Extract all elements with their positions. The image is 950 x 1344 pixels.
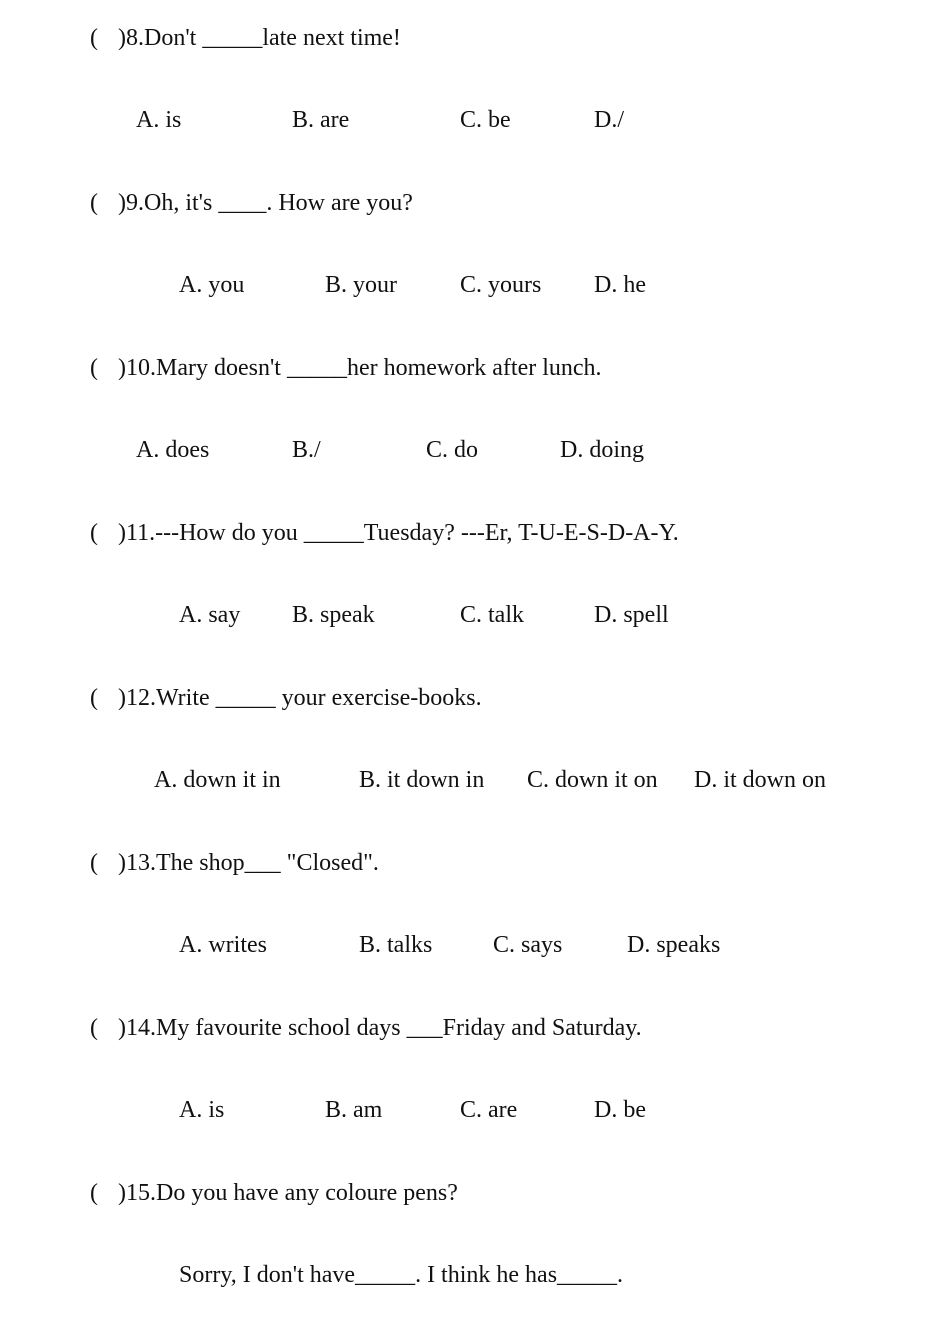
- question-13-stem: )13.The shop___ "Closed".: [118, 850, 379, 876]
- answer-paren: (: [90, 520, 98, 546]
- option-a: A. is: [136, 107, 182, 133]
- answer-paren: (: [90, 1180, 98, 1206]
- option-d: D. he: [594, 272, 646, 298]
- option-d: D. be: [594, 1097, 646, 1123]
- question-9-stem: )9.Oh, it's ____. How are you?: [118, 190, 413, 216]
- option-b: B./: [292, 437, 321, 463]
- option-b: B. am: [325, 1097, 383, 1123]
- question-10-stem: )10.Mary doesn't _____her homework after lunch.: [118, 355, 602, 381]
- option-b: B. your: [325, 272, 397, 298]
- option-b: B. speak: [292, 602, 375, 628]
- question-8-stem: )8.Don't _____late next time!: [118, 25, 401, 51]
- option-d: D. it down on: [694, 767, 826, 793]
- option-c: C. yours: [460, 272, 542, 298]
- option-d: D./: [594, 107, 624, 133]
- option-c: C. are: [460, 1097, 518, 1123]
- answer-paren: (: [90, 25, 98, 51]
- question-14-stem: )14.My favourite school days ___Friday and Saturday.: [118, 1015, 642, 1041]
- option-b: B. are: [292, 107, 350, 133]
- question-15-stem: )15.Do you have any coloure pens?: [118, 1180, 458, 1206]
- option-a: A. does: [136, 437, 210, 463]
- option-c: C. be: [460, 107, 511, 133]
- answer-paren: (: [90, 850, 98, 876]
- answer-paren: (: [90, 355, 98, 381]
- answer-paren: (: [90, 190, 98, 216]
- question-11-stem: )11.---How do you _____Tuesday? ---Er, T-U-E-S-D-A-Y.: [118, 520, 679, 546]
- option-d: D. doing: [560, 437, 644, 463]
- option-d: D. spell: [594, 602, 669, 628]
- option-c: C. says: [493, 932, 563, 958]
- answer-paren: (: [90, 685, 98, 711]
- option-a: A. is: [179, 1097, 225, 1123]
- option-a: A. writes: [179, 932, 267, 958]
- option-c: C. down it on: [527, 767, 658, 793]
- option-d: D. speaks: [627, 932, 721, 958]
- answer-paren: (: [90, 1015, 98, 1041]
- question-12-stem: )12.Write _____ your exercise-books.: [118, 685, 482, 711]
- option-a: A. down it in: [154, 767, 281, 793]
- option-c: C. talk: [460, 602, 524, 628]
- question-15-continuation: Sorry, I don't have_____. I think he has_____.: [179, 1262, 624, 1288]
- option-a: A. you: [179, 272, 245, 298]
- option-b: B. talks: [359, 932, 433, 958]
- option-c: C. do: [426, 437, 479, 463]
- option-b: B. it down in: [359, 767, 485, 793]
- option-a: A. say: [179, 602, 241, 628]
